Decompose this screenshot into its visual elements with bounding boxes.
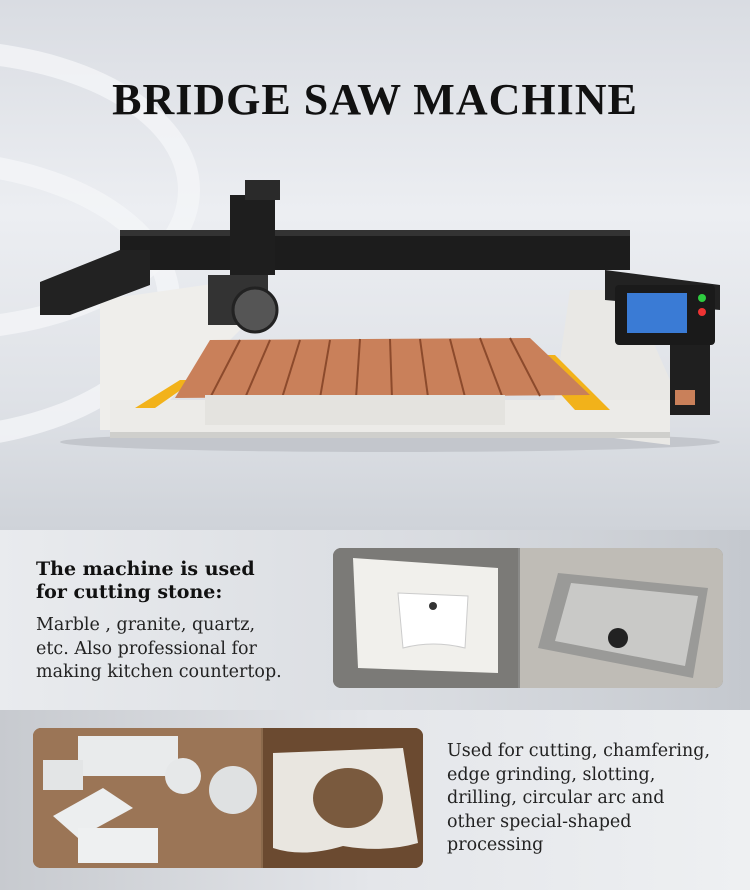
stone-heading (36, 558, 255, 604)
body-line: drilling, circular arc and (447, 788, 665, 808)
cut-pieces-photos (33, 728, 423, 868)
stone-description (36, 614, 282, 685)
heading-line: The machine is used (36, 558, 255, 580)
heading-line: for cutting stone: (36, 581, 223, 603)
body-line: Marble , granite, quartz, (36, 615, 256, 635)
processing-description (447, 740, 710, 858)
body-line: edge grinding, slotting, (447, 764, 656, 785)
body-line: other special-shaped (447, 811, 632, 832)
page-title: BRIDGE SAW MACHINE (112, 75, 638, 124)
body-line: making kitchen countertop. (36, 662, 282, 682)
saw-blade (233, 288, 277, 332)
countertop-photos (333, 548, 723, 688)
body-line: etc. Also professional for (36, 638, 257, 659)
body-line: Used for cutting, chamfering, (447, 741, 711, 761)
bridge-saw-machine-image (30, 180, 730, 455)
body-line: processing (447, 835, 544, 855)
